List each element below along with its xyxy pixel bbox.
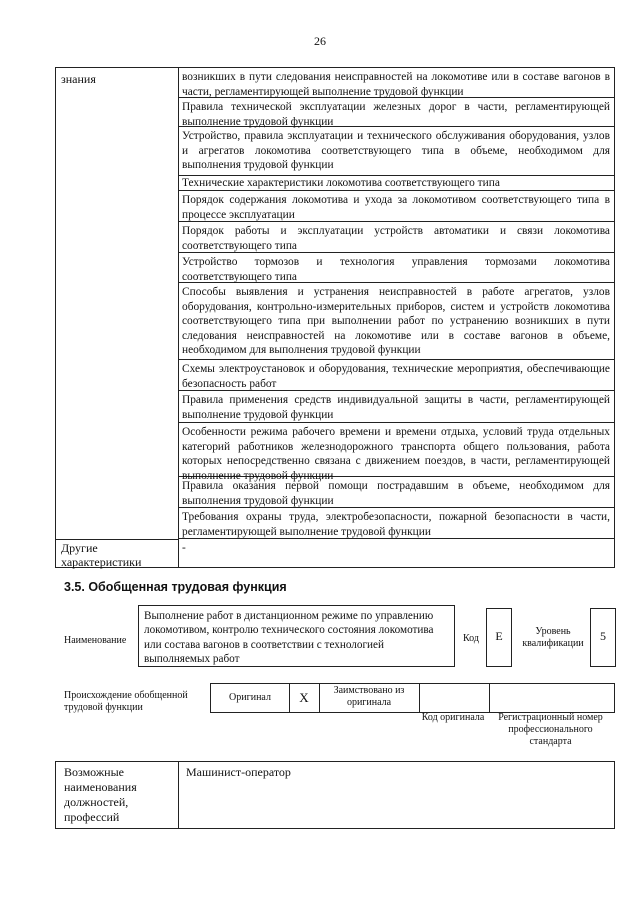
function-name-value: Выполнение работ в дистанционном режиме по управлению локомотивом, контролю технического состояния локомотива или состава вагонов в соответствии с технологией выполняемых работ — [144, 610, 434, 666]
knowledge-row: Требования охраны труда, электробезопасности, пожарной безопасности в части, регламентирующей выполнение трудовой функции — [179, 508, 614, 539]
code-value: E — [495, 629, 503, 643]
knowledge-row: Схемы электроустановок и оборудования, технические мероприятия, обеспечивающие безопасность работ — [179, 360, 614, 391]
original-code-caption: Код оригинала — [421, 712, 485, 723]
knowledge-row: Правила оказания первой помощи пострадавшим в объеме, необходимом для выполнения трудовой функции — [179, 477, 614, 508]
origin-row — [210, 683, 615, 713]
registration-number-caption: Регистрационный номер профессионального стандарта — [498, 712, 603, 747]
roles-table — [55, 761, 615, 829]
knowledge-label-column — [56, 68, 179, 567]
registration-number-cell — [489, 684, 614, 712]
qualification-level-label: Уровень квалификации — [522, 626, 584, 649]
page-number: 26 — [314, 34, 326, 48]
roles-label-cell — [56, 762, 179, 828]
other-separator — [56, 539, 178, 540]
knowledge-row: Устройство, правила эксплуатации и технического обслуживания оборудования, узлов и агрегатов локомотива соответствующего типа в объеме, необходимом для выполнения трудовой функции — [179, 127, 614, 176]
knowledge-row: Особенности режима рабочего времени и времени отдыха, условий труда отдельных категорий работников железнодорожного транспорта общего пользования, работа которых непосредственно связана с движением поездов, в части, регламентирующей выполнение трудовой функции — [179, 423, 614, 477]
knowledge-row: Порядок работы и эксплуатации устройств автоматики и связи локомотива соответствующего типа — [179, 222, 614, 253]
knowledge-row: Способы выявления и устранения неисправностей в работе агрегатов, узлов оборудования, контрольно-измерительных приборов, систем и устройств локомотива соответствующего типа при выполнении работ по устранению возникших в пути следования неисправностей на локомотиве или в составе вагонов в объеме, необходимом для выполнения трудовой функции — [179, 283, 614, 360]
knowledge-row: Технические характеристики локомотива соответствующего типа — [179, 176, 614, 191]
code-box — [486, 608, 512, 667]
qualification-level-box — [590, 608, 616, 667]
knowledge-row: Правила применения средств индивидуальной защиты в части, регламентирующей выполнение трудовой функции — [179, 391, 614, 423]
borrowed-label: Заимствовано из оригинала — [333, 685, 405, 708]
original-label: Оригинал — [229, 692, 271, 703]
section-title: 3.5. Обобщенная трудовая функция — [64, 580, 287, 594]
other-characteristics-label: Другие характеристики — [61, 541, 142, 569]
knowledge-table — [55, 67, 615, 568]
knowledge-row: Порядок содержания локомотива и ухода за локомотивом соответствующего типа в процессе эксплуатации — [179, 191, 614, 222]
function-name-box — [138, 605, 455, 667]
code-label: Код — [463, 633, 479, 644]
borrowed-cell — [319, 684, 420, 712]
qualification-level-value: 5 — [600, 629, 606, 643]
original-mark: X — [299, 690, 309, 705]
knowledge-row: Устройство тормозов и технология управления тормозами локомотива соответствующего типа — [179, 253, 614, 283]
other-characteristics-row: - — [182, 542, 186, 554]
original-mark-cell — [289, 684, 320, 712]
knowledge-label: знания — [61, 72, 96, 86]
name-label: Наименование — [64, 635, 127, 646]
original-code-cell — [419, 684, 490, 712]
roles-value: Машинист-оператор — [186, 765, 291, 779]
knowledge-row: возникших в пути следования неисправностей на локомотиве или в составе вагонов в части, регламентирующей выполнение трудовой функции — [179, 68, 614, 98]
original-cell — [211, 684, 290, 712]
origin-label: Происхождение обобщенной трудовой функции — [64, 690, 188, 713]
knowledge-row: Правила технической эксплуатации железных дорог в части, регламентирующей выполнение трудовой функции — [179, 98, 614, 127]
roles-label: Возможные наименования должностей, профессий — [64, 765, 137, 824]
